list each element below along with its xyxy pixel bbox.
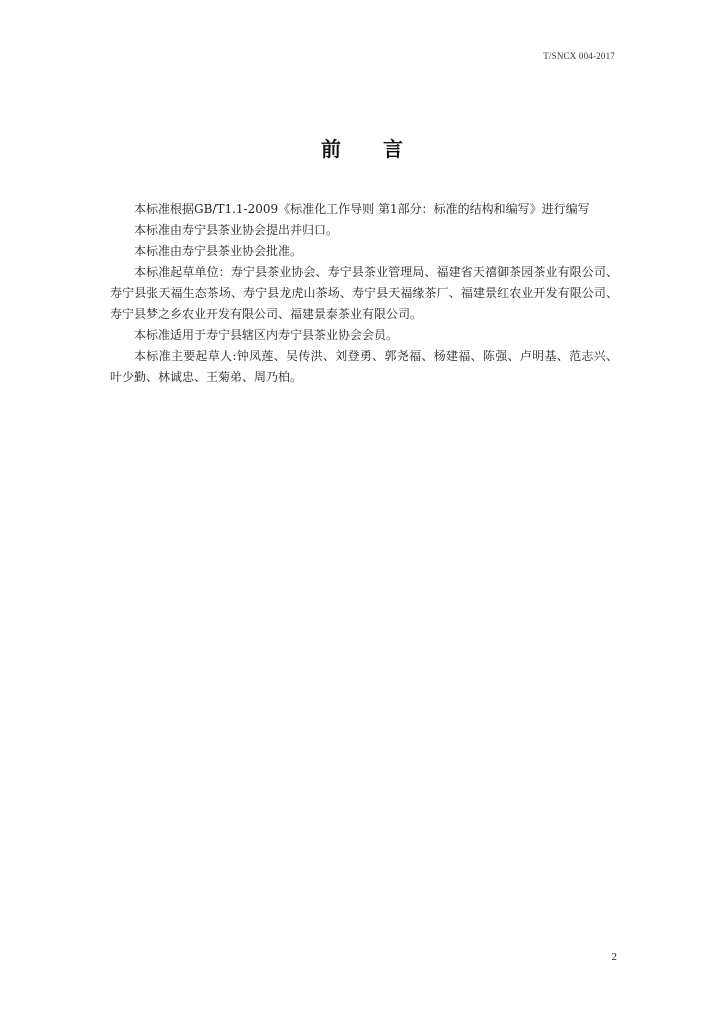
- paragraph-basis: 本标准根据GB/T1.1-2009《标准化工作导则 第1部分：标准的结构和编写》进行编写: [134, 202, 590, 216]
- paragraph-drafters: 本标准主要起草人:钟凤莲、吴传洪、刘登勇、郭尧福、杨建福、陈强、卢明基、范志兴、叶少勤、林诚忠、王菊弟、周乃柏。: [110, 349, 618, 384]
- paragraph-proposer: 本标准由寿宁县茶业协会提出并归口。: [134, 223, 339, 237]
- page-title: 前言: [321, 137, 445, 161]
- paragraph-drafting-units: 本标准起草单位：寿宁县茶业协会、寿宁县茶业管理局、福建省天禧御茶园茶业有限公司、寿宁县张天福生态茶场、寿宁县龙虎山茶场、寿宁县天福缘茶厂、福建景红农业开发有限公司、寿宁县梦之乡农业开发有限公司、福建景泰茶业有限公司。: [110, 265, 618, 321]
- standard-code: T/SNCX 004-2017: [543, 51, 615, 61]
- paragraph-approver: 本标准由寿宁县茶业协会批准。: [134, 244, 303, 258]
- page-number: 2: [611, 951, 617, 963]
- paragraph-scope: 本标准适用于寿宁县辖区内寿宁县茶业协会会员。: [134, 328, 399, 342]
- foreword-body: [110, 199, 618, 388]
